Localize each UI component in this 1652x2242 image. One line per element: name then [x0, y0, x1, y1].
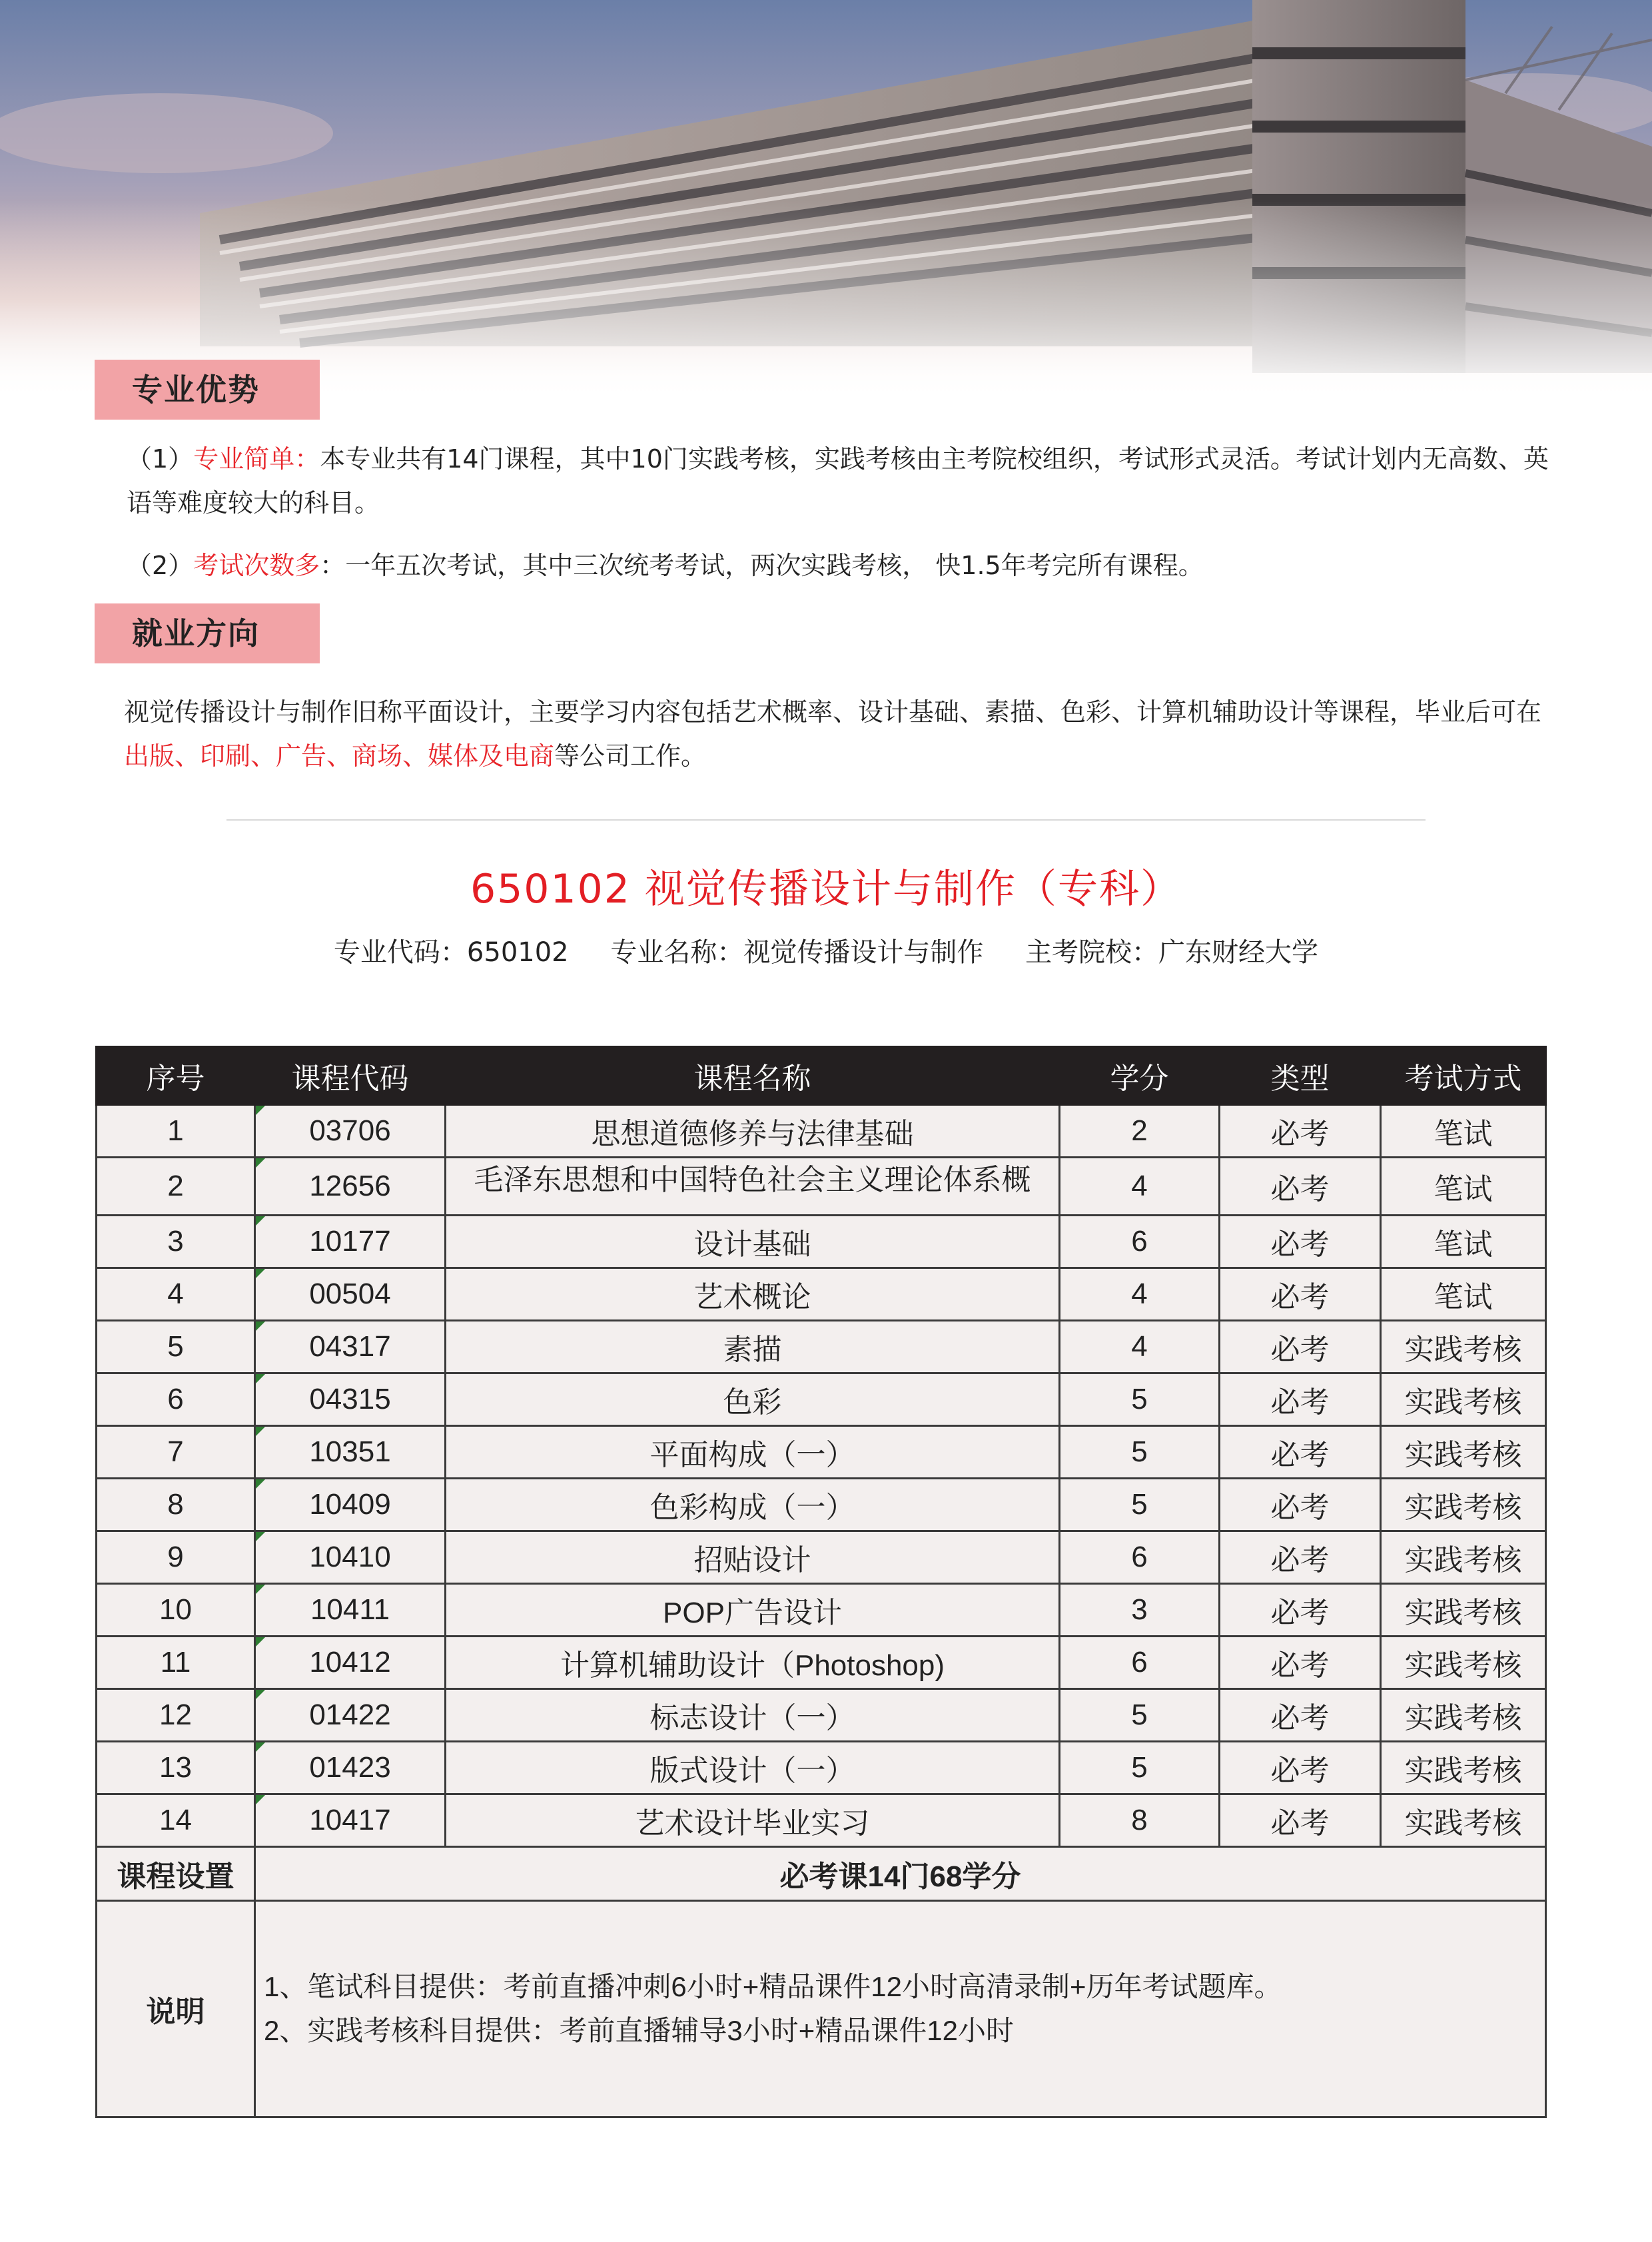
- cell-course-name: 设计基础: [446, 1216, 1060, 1268]
- cell-no: 6: [97, 1373, 255, 1426]
- cell-code: 10177: [255, 1216, 446, 1268]
- cell-type: 必考: [1220, 1105, 1381, 1158]
- note-content: [255, 1901, 1546, 2117]
- cell-credit: 5: [1060, 1426, 1220, 1479]
- cell-credit: 4: [1060, 1321, 1220, 1373]
- cell-code: 04315: [255, 1373, 446, 1426]
- table-header-row: [97, 1047, 1546, 1105]
- advantage-point-1: [127, 437, 1565, 525]
- cell-type: 必考: [1220, 1794, 1381, 1847]
- note-line-2: 2、实践考核科目提供：考前直播辅导3小时+精品课件12小时: [264, 2015, 1014, 2046]
- cell-type: 必考: [1220, 1216, 1381, 1268]
- table-row: [97, 1105, 1546, 1158]
- note-row: [97, 1901, 1546, 2117]
- advantage-point-2-text: ：一年五次考试，其中三次统考考试，两次实践考核， 快1.5年考完所有课程。: [320, 551, 1204, 580]
- table-row: [97, 1321, 1546, 1373]
- note-line-1: 1、笔试科目提供：考前直播冲刺6小时+精品课件12小时高清录制+历年考试题库。: [264, 1971, 1282, 2002]
- cell-type: 必考: [1220, 1584, 1381, 1637]
- advantage-point-1-prefix: （1）: [127, 444, 194, 474]
- cell-code: 10409: [255, 1479, 446, 1531]
- summary-value: 必考课14门68学分: [255, 1847, 1546, 1901]
- cell-credit: 2: [1060, 1105, 1220, 1158]
- cell-course-name: 计算机辅助设计（Photoshop): [446, 1637, 1060, 1689]
- cell-type: 必考: [1220, 1321, 1381, 1373]
- cell-type: 必考: [1220, 1426, 1381, 1479]
- advantage-point-2-highlight: 考试次数多: [193, 551, 320, 580]
- cell-course-name: 平面构成（一）: [446, 1426, 1060, 1479]
- course-table: [95, 1046, 1547, 2118]
- cell-no: 13: [97, 1742, 255, 1794]
- cell-exam-method: 实践考核: [1381, 1742, 1546, 1794]
- cell-credit: 3: [1060, 1584, 1220, 1637]
- career-highlight: 出版、印刷、广告、商场、媒体及电商: [124, 741, 555, 771]
- hero-building-image: [0, 0, 1652, 400]
- table-row: [97, 1794, 1546, 1847]
- cell-code: 04317: [255, 1321, 446, 1373]
- cell-exam-method: 实践考核: [1381, 1689, 1546, 1742]
- building-illustration: [0, 0, 1652, 400]
- cell-code: 03706: [255, 1105, 446, 1158]
- cell-type: 必考: [1220, 1531, 1381, 1584]
- cell-no: 8: [97, 1479, 255, 1531]
- table-row: [97, 1531, 1546, 1584]
- table-row: [97, 1742, 1546, 1794]
- table-row: [97, 1584, 1546, 1637]
- cell-no: 5: [97, 1321, 255, 1373]
- career-text-a: 视觉传播设计与制作旧称平面设计，主要学习内容包括艺术概率、设计基础、素描、色彩、计算机辅助设计等课程，毕业后可在: [124, 697, 1542, 727]
- cell-type: 必考: [1220, 1742, 1381, 1794]
- cell-no: 10: [97, 1584, 255, 1637]
- cell-no: 3: [97, 1216, 255, 1268]
- cell-exam-method: 实践考核: [1381, 1426, 1546, 1479]
- cell-type: 必考: [1220, 1268, 1381, 1321]
- cell-credit: 4: [1060, 1158, 1220, 1216]
- cell-exam-method: 笔试: [1381, 1216, 1546, 1268]
- cell-code: 10412: [255, 1637, 446, 1689]
- header-type: 类型: [1220, 1047, 1381, 1105]
- cell-course-name: 色彩: [446, 1373, 1060, 1426]
- table-row: [97, 1479, 1546, 1531]
- cell-no: 4: [97, 1268, 255, 1321]
- cell-course-name: 标志设计（一）: [446, 1689, 1060, 1742]
- advantage-point-1-text: 本专业共有14门课程，其中10门实践考核，实践考核由主考院校组织，考试形式灵活。考试计划内无高数、英语等难度较大的科目。: [127, 444, 1549, 518]
- cell-type: 必考: [1220, 1479, 1381, 1531]
- cell-course-name: 招贴设计: [446, 1531, 1060, 1584]
- header-no: 序号: [97, 1047, 255, 1105]
- cell-no: 2: [97, 1158, 255, 1216]
- cell-exam-method: 笔试: [1381, 1105, 1546, 1158]
- cell-exam-method: 实践考核: [1381, 1321, 1546, 1373]
- cell-code: 10410: [255, 1531, 446, 1584]
- section-tag-career: 就业方向: [95, 603, 320, 663]
- cell-course-name: 艺术设计毕业实习: [446, 1794, 1060, 1847]
- cell-exam-method: 实践考核: [1381, 1373, 1546, 1426]
- summary-row: [97, 1847, 1546, 1901]
- cell-exam-method: 实践考核: [1381, 1584, 1546, 1637]
- summary-label: 课程设置: [97, 1847, 255, 1901]
- cell-credit: 4: [1060, 1268, 1220, 1321]
- program-title: 650102 视觉传播设计与制作（专科）: [470, 866, 1182, 913]
- table-row: [97, 1426, 1546, 1479]
- cell-credit: 5: [1060, 1479, 1220, 1531]
- cell-no: 12: [97, 1689, 255, 1742]
- cell-no: 1: [97, 1105, 255, 1158]
- header-exam: 考试方式: [1381, 1047, 1546, 1105]
- cell-exam-method: 实践考核: [1381, 1794, 1546, 1847]
- career-text-b: 等公司工作。: [554, 741, 707, 771]
- cell-no: 9: [97, 1531, 255, 1584]
- cell-credit: 5: [1060, 1373, 1220, 1426]
- table-row: [97, 1689, 1546, 1742]
- cell-no: 11: [97, 1637, 255, 1689]
- cell-credit: 6: [1060, 1637, 1220, 1689]
- table-row: [97, 1268, 1546, 1321]
- cell-code: 10417: [255, 1794, 446, 1847]
- program-school: 主考院校：广东财经大学: [1025, 937, 1319, 968]
- cell-code: 01423: [255, 1742, 446, 1794]
- cell-type: 必考: [1220, 1689, 1381, 1742]
- cell-exam-method: 实践考核: [1381, 1637, 1546, 1689]
- cell-no: 7: [97, 1426, 255, 1479]
- cell-code: 00504: [255, 1268, 446, 1321]
- cell-exam-method: 实践考核: [1381, 1531, 1546, 1584]
- cell-exam-method: 实践考核: [1381, 1479, 1546, 1531]
- advantage-point-2-prefix: （2）: [127, 551, 194, 580]
- cell-type: 必考: [1220, 1373, 1381, 1426]
- table-row: [97, 1158, 1546, 1216]
- cell-credit: 5: [1060, 1689, 1220, 1742]
- cell-type: 必考: [1220, 1637, 1381, 1689]
- cell-code: 01422: [255, 1689, 446, 1742]
- cell-course-name: POP广告设计: [446, 1584, 1060, 1637]
- cell-credit: 6: [1060, 1216, 1220, 1268]
- cell-course-name: 艺术概论: [446, 1268, 1060, 1321]
- advantage-point-2: [127, 544, 1565, 587]
- cell-exam-method: 笔试: [1381, 1268, 1546, 1321]
- cell-code: 10411: [255, 1584, 446, 1637]
- cell-course-name: 毛泽东思想和中国特色社会主义理论体系概: [446, 1158, 1060, 1216]
- section-tag-advantage: 专业优势: [95, 360, 320, 420]
- career-description: [124, 690, 1563, 778]
- cell-type: 必考: [1220, 1158, 1381, 1216]
- cell-course-name: 素描: [446, 1321, 1060, 1373]
- program-meta: [0, 933, 1652, 972]
- header-code: 课程代码: [255, 1047, 446, 1105]
- cell-code: 12656: [255, 1158, 446, 1216]
- cell-exam-method: 笔试: [1381, 1158, 1546, 1216]
- table-row: [97, 1373, 1546, 1426]
- cell-course-name: 版式设计（一）: [446, 1742, 1060, 1794]
- header-name: 课程名称: [446, 1047, 1060, 1105]
- advantage-point-1-highlight: 专业简单：: [193, 444, 320, 474]
- table-row: [97, 1637, 1546, 1689]
- cell-no: 14: [97, 1794, 255, 1847]
- header-credit: 学分: [1060, 1047, 1220, 1105]
- program-code: 专业代码：650102: [333, 937, 569, 968]
- cell-credit: 8: [1060, 1794, 1220, 1847]
- divider-line: [226, 819, 1426, 821]
- note-label: 说明: [97, 1901, 255, 2117]
- cell-credit: 6: [1060, 1531, 1220, 1584]
- cell-code: 10351: [255, 1426, 446, 1479]
- cell-course-name: 色彩构成（一）: [446, 1479, 1060, 1531]
- cell-course-name: 思想道德修养与法律基础: [446, 1105, 1060, 1158]
- cell-credit: 5: [1060, 1742, 1220, 1794]
- program-name: 专业名称：视觉传播设计与制作: [610, 937, 984, 968]
- table-row: [97, 1216, 1546, 1268]
